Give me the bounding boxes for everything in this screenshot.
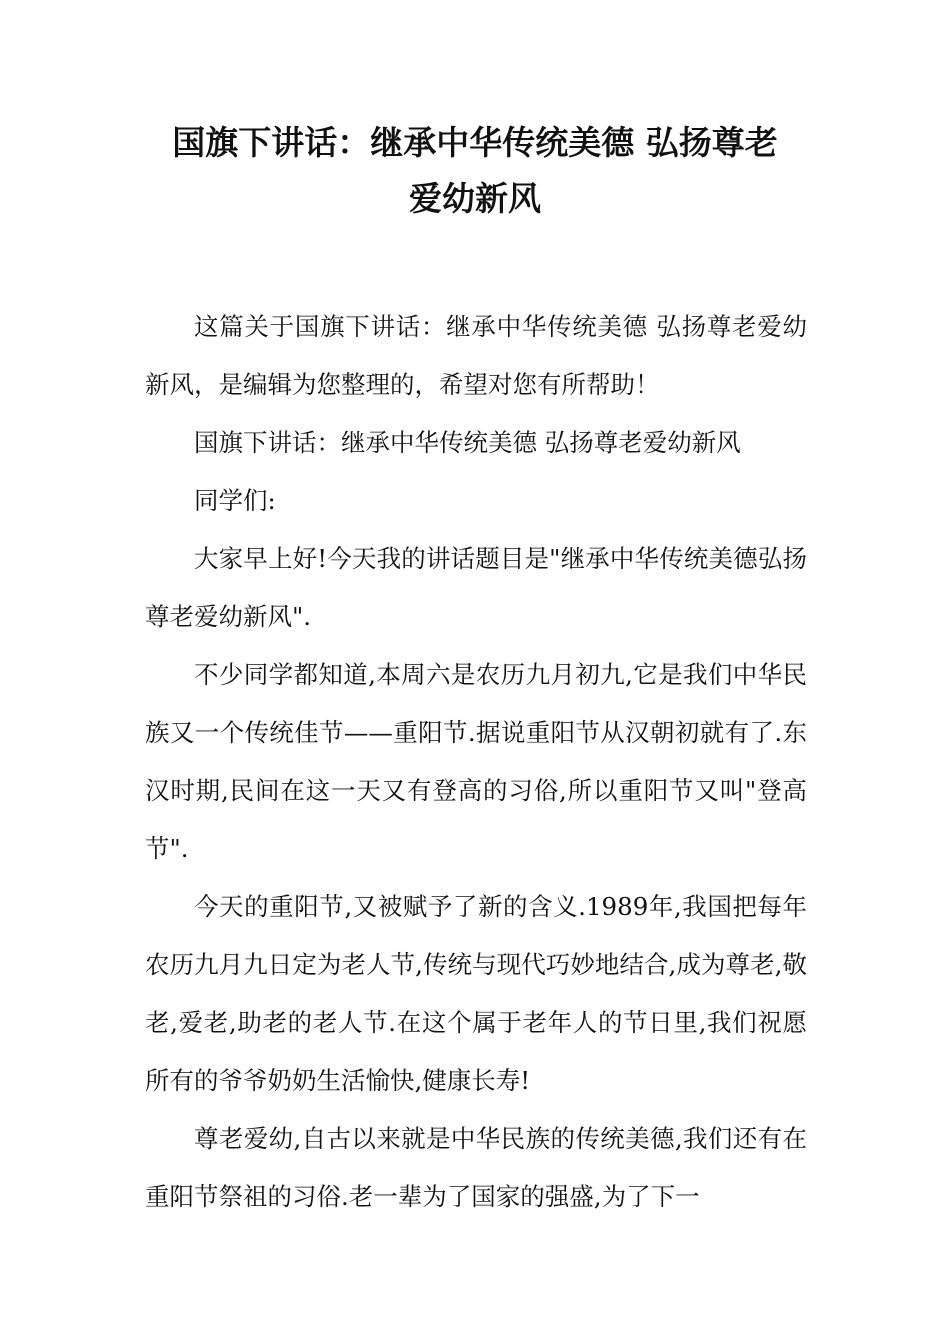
document-title xyxy=(110,115,840,227)
paragraph-salutation: 同学们: xyxy=(194,486,276,515)
paragraph-greeting: 大家早上好!今天我的讲话题目是"继承中华传统美德弘扬尊老爱幼新风". xyxy=(145,544,807,631)
title-line-1: 国旗下讲话：继承中华传统美德 弘扬尊老 xyxy=(172,123,778,162)
paragraph-subtitle: 国旗下讲话：继承中华传统美德 弘扬尊老爱幼新风 xyxy=(194,428,741,457)
paragraph-intro: 这篇关于国旗下讲话：继承中华传统美德 弘扬尊老爱幼新风，是编辑为您整理的，希望对您有所帮助！ xyxy=(145,312,807,399)
paragraph-elders-day: 今天的重阳节,又被赋予了新的含义.1989年,我国把每年农历九月九日定为老人节,传统与现代巧妙地结合,成为尊老,敬老,爱老,助老的老人节.在这个属于老年人的节日里,我们祝愿所有的爷爷奶奶生活愉快,健康长寿! xyxy=(145,892,807,1095)
document-body xyxy=(145,298,807,1226)
title-line-2: 爱幼新风 xyxy=(409,179,541,218)
paragraph-chongyang: 不少同学都知道,本周六是农历九月初九,它是我们中华民族又一个传统佳节——重阳节.据说重阳节从汉朝初就有了.东汉时期,民间在这一天又有登高的习俗,所以重阳节又叫"登高节". xyxy=(145,660,807,863)
paragraph-tradition: 尊老爱幼,自古以来就是中华民族的传统美德,我们还有在重阳节祭祖的习俗.老一辈为了国家的强盛,为了下一 xyxy=(145,1124,807,1211)
